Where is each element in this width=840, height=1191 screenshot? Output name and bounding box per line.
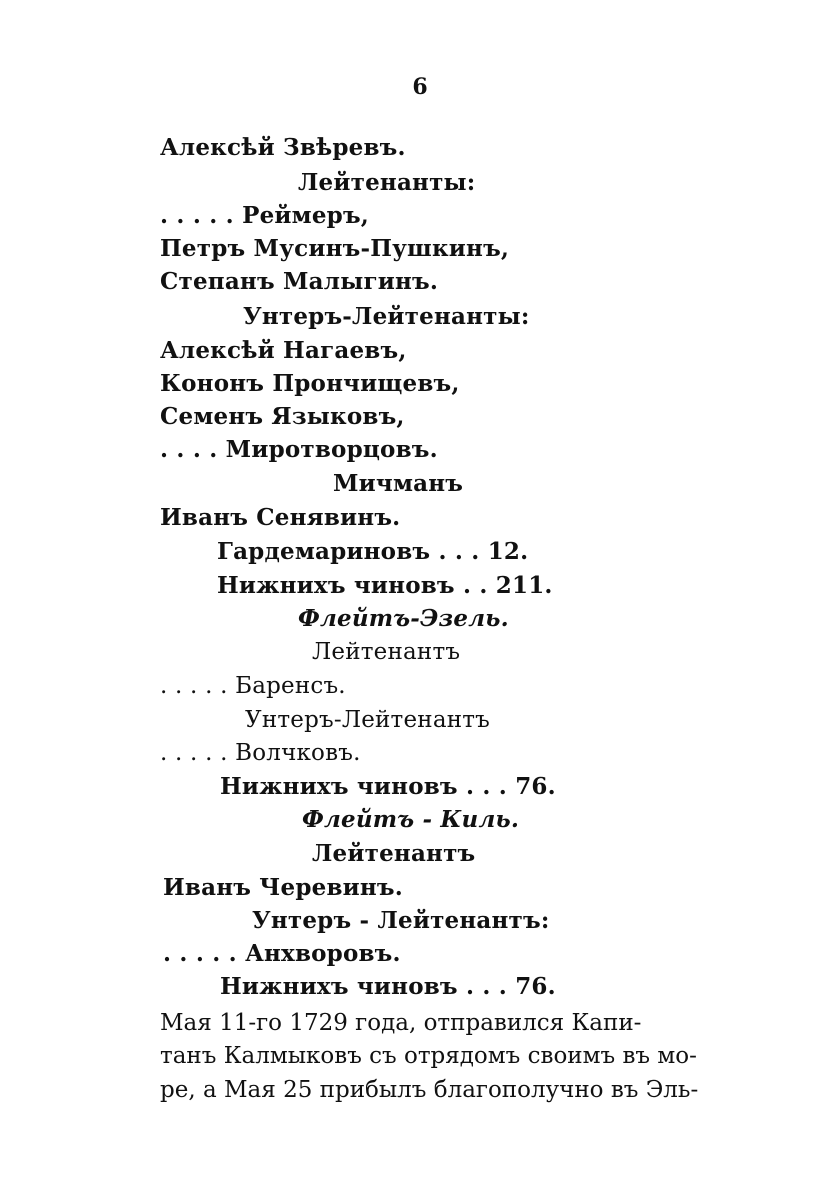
text-line-5: Степанъ Малыгинъ. xyxy=(160,268,439,295)
text-line-4: Петръ Мусинъ-Пушкинъ, xyxy=(160,235,510,262)
text-line-23: Иванъ Черевинъ. xyxy=(163,874,403,901)
text-line-10: . . . . Миротворцовъ. xyxy=(160,436,438,463)
text-line-12: Иванъ Сенявинъ. xyxy=(160,504,401,531)
text-line-9: Семенъ Языковъ, xyxy=(160,403,405,430)
text-line-26: Нижнихъ чиновъ . . . 76. xyxy=(220,973,556,1000)
paragraph-line-2: танъ Калмыковъ съ отрядомъ своимъ въ мо- xyxy=(160,1043,697,1069)
paragraph-line-1: Мая 11-го 1729 года, отправился Капи- xyxy=(160,1010,642,1036)
heading-sub-lieutenant-2: Унтеръ - Лейтенантъ: xyxy=(252,907,550,934)
heading-midshipman: Мичманъ xyxy=(333,470,464,497)
paragraph-line-3: ре, а Мая 25 прибылъ благополучно въ Эль- xyxy=(160,1077,699,1103)
text-line-7: Алексѣй Нагаевъ, xyxy=(160,337,407,364)
text-line-3: . . . . . Реймеръ, xyxy=(160,202,370,229)
text-line-25: . . . . . Анхворовъ. xyxy=(163,940,401,967)
page-number: 6 xyxy=(412,74,428,100)
heading-ship-kil: Флейтъ - Киль. xyxy=(302,806,520,833)
heading-lieutenant-1: Лейтенантъ xyxy=(312,639,461,665)
text-line-1: Алексѣй Звѣревъ. xyxy=(160,134,406,161)
text-line-17: . . . . . Баренсъ. xyxy=(160,673,346,699)
text-line-20: Нижнихъ чиновъ . . . 76. xyxy=(220,773,556,800)
text-line-13: Гардемариновъ . . . 12. xyxy=(217,538,529,565)
heading-ship-ezel: Флейтъ-Эзель. xyxy=(298,605,509,632)
text-line-8: Кононъ Прончищевъ, xyxy=(160,370,460,397)
text-line-19: . . . . . Волчковъ. xyxy=(160,740,361,766)
heading-sub-lieutenant-1: Унтеръ-Лейтенантъ xyxy=(245,707,491,733)
heading-lieutenant-2: Лейтенантъ xyxy=(312,840,476,867)
heading-lieutenants: Лейтенанты: xyxy=(298,169,476,196)
text-line-14: Нижнихъ чиновъ . . 211. xyxy=(217,572,553,599)
heading-sub-lieutenants: Унтеръ-Лейтенанты: xyxy=(243,303,530,330)
